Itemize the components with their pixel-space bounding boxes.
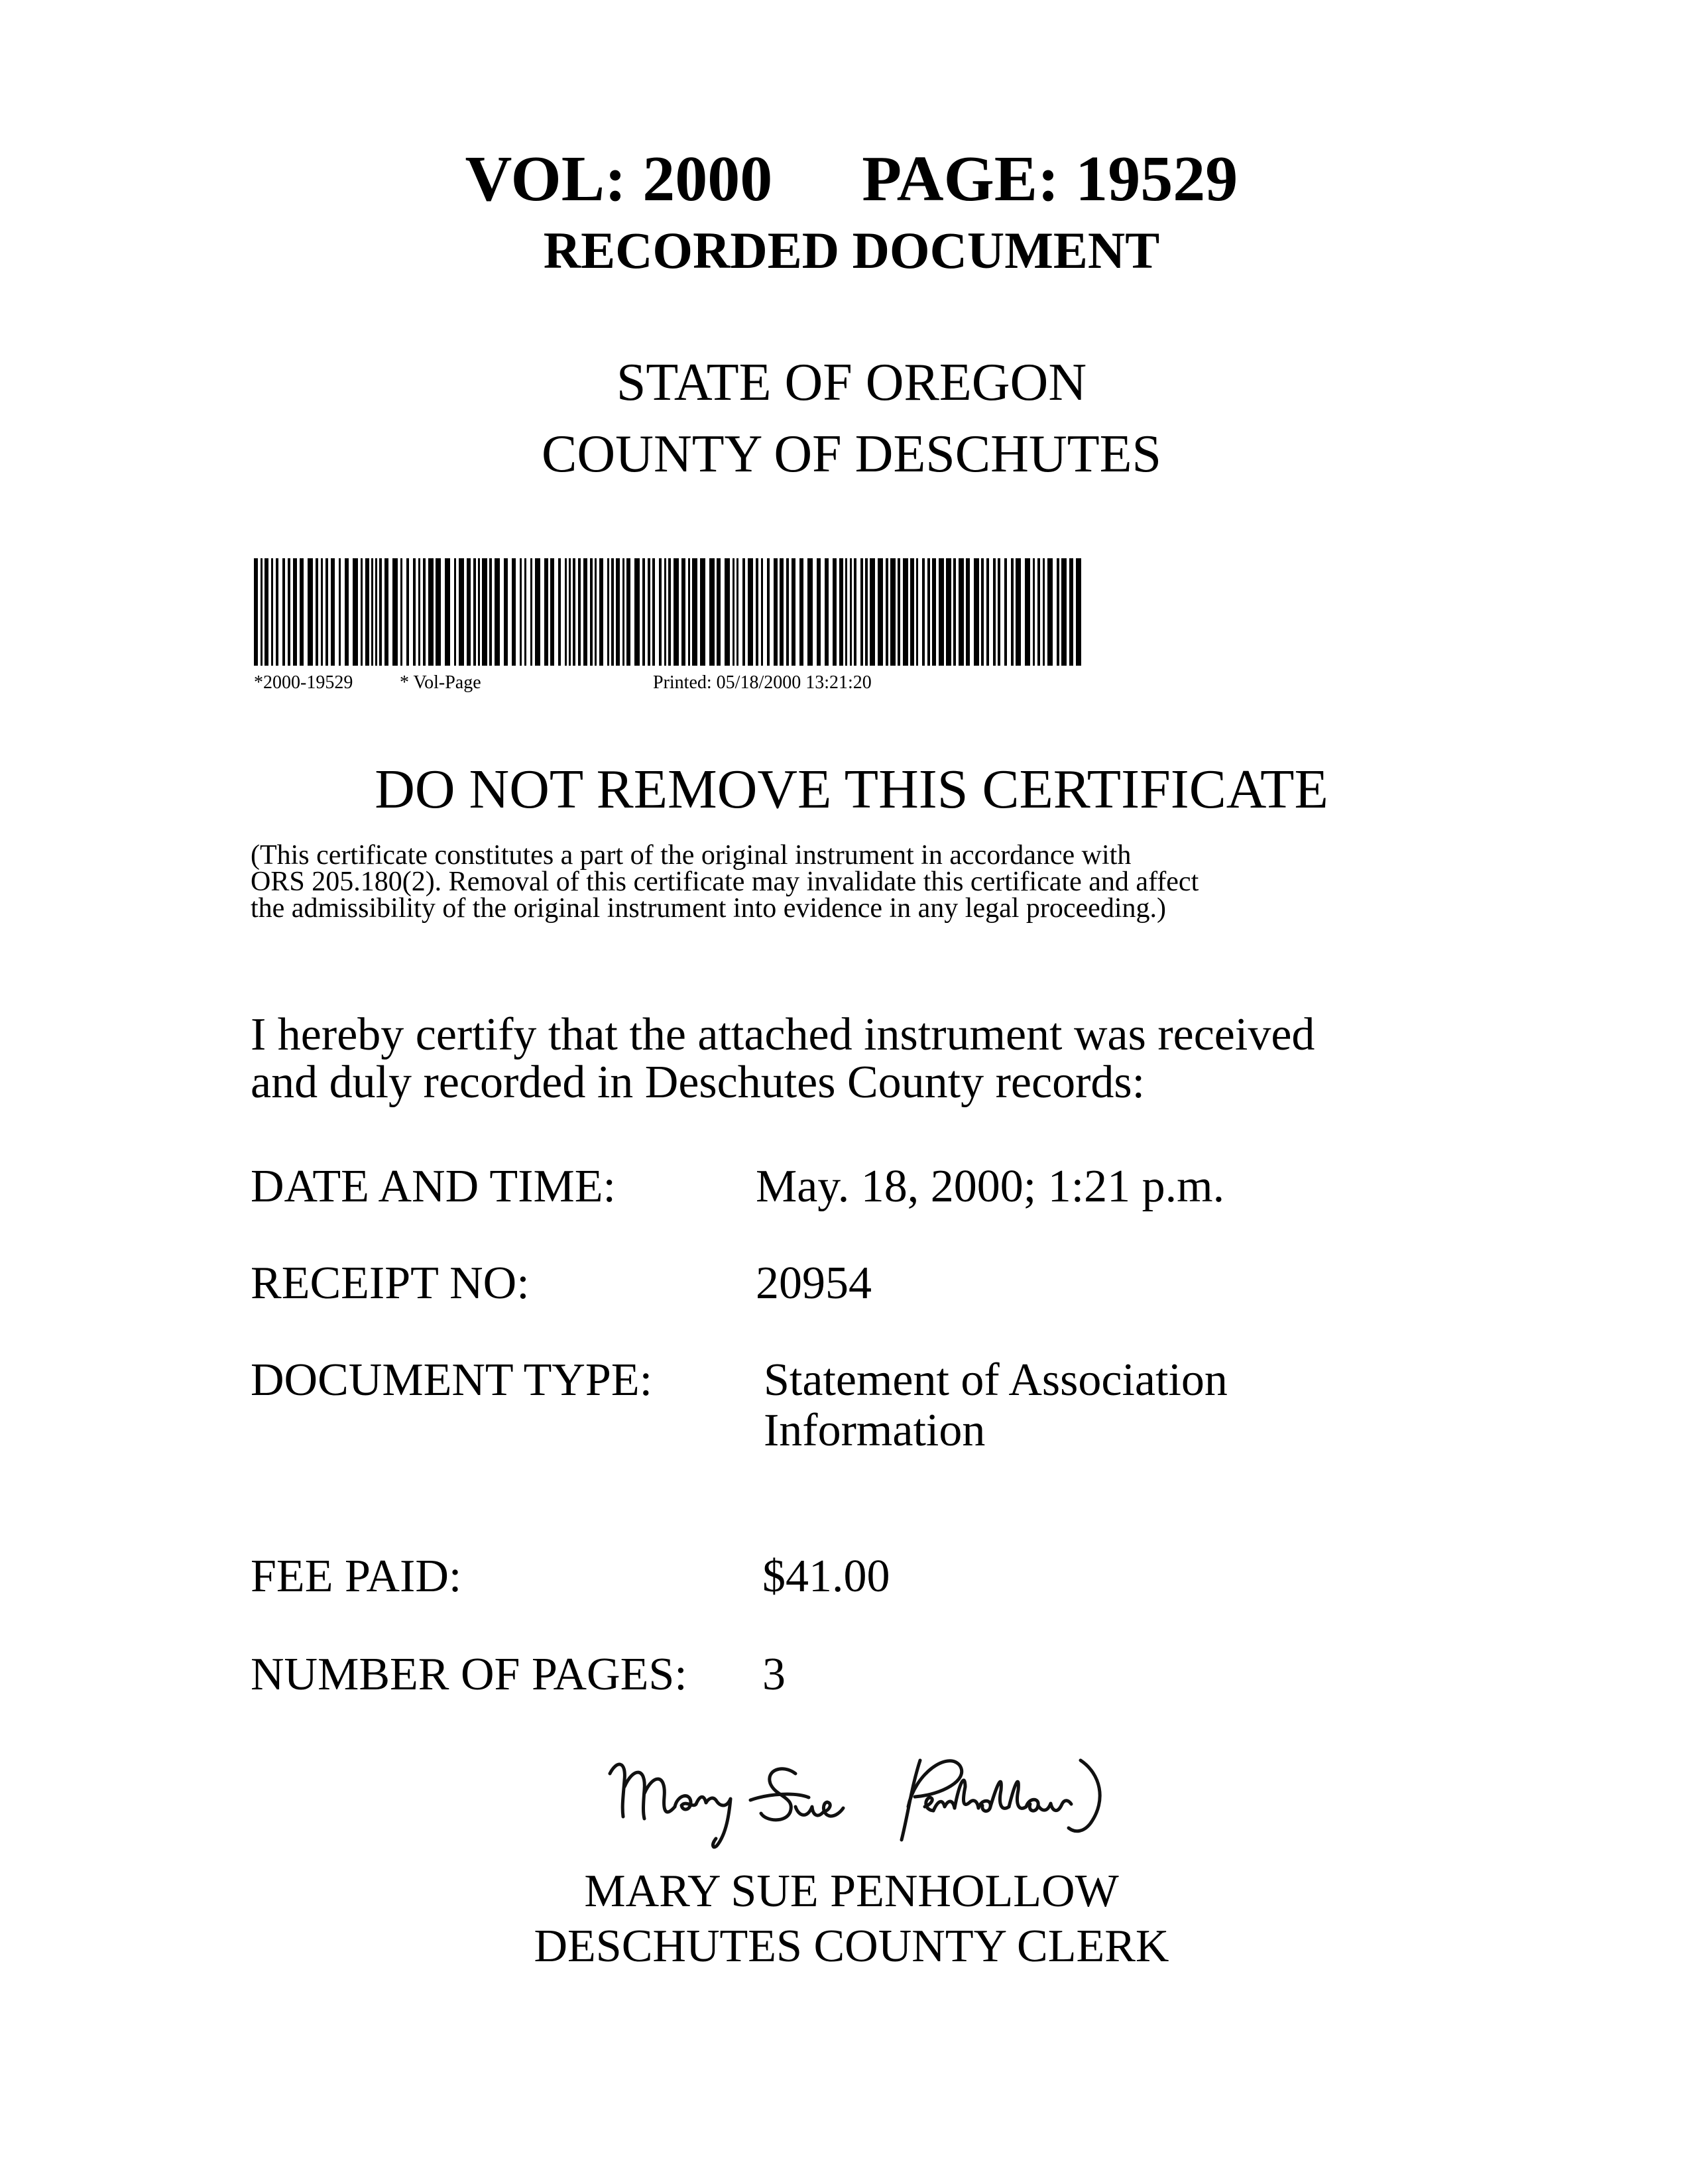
barcode-bar <box>774 558 778 666</box>
receipt-number-value: 20954 <box>756 1258 872 1309</box>
barcode-bar <box>981 558 984 666</box>
barcode-bar <box>316 558 318 666</box>
barcode-bar <box>325 558 328 666</box>
barcode-bar <box>860 558 863 666</box>
do-not-remove-heading: DO NOT REMOVE THIS CERTIFICATE <box>375 758 1328 820</box>
barcode-bar <box>898 558 900 666</box>
barcode-bar <box>254 558 258 666</box>
barcode-bar <box>478 558 480 666</box>
barcode-bar <box>489 558 492 666</box>
barcode-bar <box>595 558 597 666</box>
legal-notice-line: the admissibility of the original instrument into evidence in any legal proceeding.) <box>251 893 1166 924</box>
barcode-bar <box>922 558 925 666</box>
document-type-value <box>764 1355 1228 1456</box>
barcode-bar <box>870 558 875 666</box>
barcode-bar <box>1016 558 1021 666</box>
barcode-bar <box>648 558 650 666</box>
barcode-bar <box>733 558 734 666</box>
barcode-bar <box>473 558 476 666</box>
document-type-label: DOCUMENT TYPE: <box>251 1355 653 1406</box>
barcode-bar <box>459 558 464 666</box>
barcode-bar <box>550 558 554 666</box>
barcode-bar <box>353 558 358 666</box>
barcode-bar <box>436 558 441 666</box>
barcode-bar <box>379 558 382 666</box>
barcode-bar <box>321 558 323 666</box>
barcode-bar <box>578 558 581 666</box>
barcode-bar <box>288 558 290 666</box>
barcode-bar <box>512 558 516 666</box>
barcode-bar <box>1076 558 1081 666</box>
barcode-bar <box>482 558 487 666</box>
barcode-bar <box>271 558 273 666</box>
barcode-bar <box>1025 558 1030 666</box>
barcode-bar <box>1043 558 1045 666</box>
barcode-bar <box>865 558 868 666</box>
barcode-bar <box>261 558 263 666</box>
barcode-bar <box>700 558 705 666</box>
barcode-bar <box>966 558 970 666</box>
barcode-bar <box>756 558 758 666</box>
barcode-bar <box>282 558 285 666</box>
barcode-bar <box>400 558 402 666</box>
barcode-bar <box>974 558 979 666</box>
certification-line: I hereby certify that the attached instrument was received <box>251 1009 1315 1060</box>
barcode-bar <box>668 558 671 666</box>
barcode-bar <box>927 558 930 666</box>
barcode-bar <box>384 558 388 666</box>
barcode-bar <box>361 558 363 666</box>
barcode-bar <box>616 558 620 666</box>
barcode-bar <box>986 558 989 666</box>
barcode-bar <box>825 558 829 666</box>
barcode-bar <box>392 558 398 666</box>
barcode-bar <box>583 558 587 666</box>
barcode-bar <box>413 558 416 666</box>
clerk-signature <box>597 1734 1127 1853</box>
barcode-bar <box>428 558 434 666</box>
barcode-bar <box>339 558 341 666</box>
barcode-bar <box>264 558 268 666</box>
barcode-bar <box>792 558 795 666</box>
barcode-bar <box>1069 558 1073 666</box>
barcode-bar <box>916 558 918 666</box>
barcode-bar <box>780 558 784 666</box>
barcode-bar <box>878 558 883 666</box>
barcode-bar <box>504 558 508 666</box>
barcode-bar <box>674 558 679 666</box>
barcode-bar <box>932 558 936 666</box>
barcode-bar <box>530 558 532 666</box>
barcode-bar <box>626 558 630 666</box>
barcode-bar <box>300 558 304 666</box>
county-name: COUNTY OF DESCHUTES <box>542 425 1161 483</box>
fee-paid-label: FEE PAID: <box>251 1551 462 1602</box>
state-name: STATE OF OREGON <box>616 353 1087 412</box>
clerk-name: MARY SUE PENHOLLOW <box>584 1866 1119 1917</box>
barcode-bar <box>807 558 813 666</box>
barcode-bar <box>659 558 662 666</box>
barcode-bar <box>725 558 730 666</box>
barcode-bar <box>845 558 847 666</box>
barcode-bar <box>1057 558 1059 666</box>
barcode-bar <box>664 558 666 666</box>
barcode-bar <box>445 558 450 666</box>
barcode-bar <box>1037 558 1040 666</box>
barcode-bar <box>953 558 956 666</box>
barcode-bar <box>946 558 951 666</box>
barcode-bar <box>939 558 944 666</box>
barcode-bar <box>959 558 964 666</box>
barcode-bar <box>652 558 655 666</box>
recorded-document-title: RECORDED DOCUMENT <box>543 221 1160 279</box>
barcode-bar <box>590 558 593 666</box>
legal-notice-line: (This certificate constitutes a part of the original instrument in accordance with <box>251 840 1132 871</box>
barcode-bar <box>535 558 540 666</box>
barcode-bar <box>467 558 471 666</box>
certification-line: and duly recorded in Deschutes County records: <box>251 1057 1145 1108</box>
barcode-bar <box>761 558 763 666</box>
barcode-bar <box>495 558 500 666</box>
barcode-bar <box>886 558 888 666</box>
certification-statement <box>251 1011 1315 1107</box>
barcode-bar <box>993 558 996 666</box>
barcode-bar <box>709 558 715 666</box>
barcode-bar <box>890 558 896 666</box>
legal-notice <box>251 842 1199 922</box>
barcode-bar <box>454 558 456 666</box>
barcode-bar <box>817 558 821 666</box>
barcode-bar <box>998 558 1000 666</box>
barcode-bar <box>833 558 837 666</box>
barcode-bar <box>371 558 373 666</box>
barcode-bar <box>569 558 571 666</box>
barcode-bar <box>1033 558 1035 666</box>
barcode-bar <box>681 558 685 666</box>
barcode-bar <box>607 558 609 666</box>
barcode-bar <box>558 558 561 666</box>
barcode-bar <box>423 558 426 666</box>
barcode-bar <box>622 558 624 666</box>
barcode-graphic <box>254 558 1084 666</box>
barcode-bar <box>1047 558 1053 666</box>
barcode-bar <box>634 558 640 666</box>
barcode-bar <box>1061 558 1067 666</box>
barcode-bar <box>293 558 297 666</box>
barcode-bar <box>520 558 522 666</box>
barcode-bar <box>331 558 335 666</box>
barcode-bar <box>611 558 614 666</box>
barcode-bar <box>524 558 526 666</box>
barcode-bar <box>642 558 645 666</box>
barcode-bar <box>717 558 721 666</box>
barcode-bar <box>1004 558 1007 666</box>
barcode-bar <box>854 558 856 666</box>
fee-paid-value: $41.00 <box>762 1551 890 1602</box>
page-number: PAGE: 19529 <box>862 143 1238 215</box>
barcode-bar <box>365 558 369 666</box>
barcode-bar <box>850 558 852 666</box>
volume-page-heading <box>0 143 1703 215</box>
barcode-bar <box>1011 558 1014 666</box>
volume-number: VOL: 2000 <box>465 143 773 215</box>
barcode-bar <box>418 558 420 666</box>
barcode-bar <box>799 558 803 666</box>
barcode-bar <box>565 558 567 666</box>
barcode-printed-timestamp: Printed: 05/18/2000 13:21:20 <box>653 672 872 693</box>
barcode-bar <box>692 558 697 666</box>
date-time-label: DATE AND TIME: <box>251 1161 616 1212</box>
barcode-bar <box>375 558 377 666</box>
barcode-bar <box>786 558 789 666</box>
barcode-bar <box>544 558 548 666</box>
barcode-bar <box>573 558 575 666</box>
barcode-bar <box>839 558 843 666</box>
barcode-bar <box>736 558 738 666</box>
barcode-id-text: *2000-19529 <box>254 672 353 693</box>
barcode-bar <box>599 558 603 666</box>
document-type-line: Statement of Association <box>764 1355 1228 1406</box>
barcode-bar <box>276 558 278 666</box>
barcode-bar <box>742 558 745 666</box>
barcode-bar <box>308 558 313 666</box>
clerk-title: DESCHUTES COUNTY CLERK <box>534 1921 1169 1972</box>
legal-notice-line: ORS 205.180(2). Removal of this certificate may invalidate this certificate and affect <box>251 867 1199 897</box>
barcode-bar <box>903 558 908 666</box>
date-time-value: May. 18, 2000; 1:21 p.m. <box>756 1161 1225 1212</box>
barcode-bar <box>910 558 914 666</box>
barcode-bar <box>688 558 690 666</box>
barcode-vol-page-text: * Vol-Page <box>400 672 481 693</box>
barcode-bar <box>748 558 753 666</box>
barcode-bar <box>345 558 349 666</box>
barcode-bar <box>767 558 770 666</box>
barcode-bar <box>406 558 409 666</box>
document-type-line: Information <box>764 1405 986 1456</box>
number-of-pages-value: 3 <box>762 1649 786 1700</box>
receipt-number-label: RECEIPT NO: <box>251 1258 530 1309</box>
number-of-pages-label: NUMBER OF PAGES: <box>251 1649 687 1700</box>
